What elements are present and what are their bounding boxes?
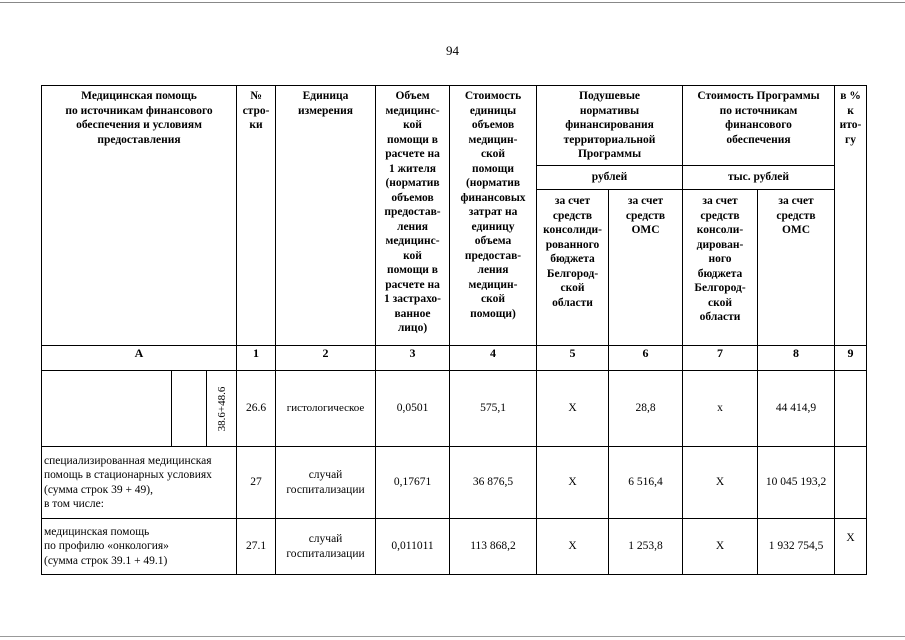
header-col-6: за счет средств ОМС — [609, 190, 683, 346]
header-col-a: Медицинская помощь по источникам финансового обеспечения и условиям предоставления — [42, 86, 237, 346]
header-unit-rub: рублей — [537, 166, 683, 190]
col-number-7: 7 — [683, 346, 758, 371]
col-number-a: А — [42, 346, 237, 371]
rotated-label-cell — [207, 371, 237, 447]
scan-line-top — [0, 2, 905, 3]
header-group-program-cost: Стоимость Программы по источникам финансового обеспечения — [683, 86, 835, 166]
header-col-1: № стро- ки — [237, 86, 276, 346]
row-label: специализированная медицинская помощь в стационарных условиях (сумма строк 39 + 49), в том числе: — [42, 447, 237, 519]
header-col-9: в % к ито- гу — [835, 86, 867, 346]
col-number-2: 2 — [276, 346, 376, 371]
row-num: 27 — [237, 447, 276, 519]
table-row — [42, 519, 867, 575]
col-number-3: 3 — [376, 346, 450, 371]
col-number-8: 8 — [758, 346, 835, 371]
row-c7: Х — [683, 447, 758, 519]
header-col-5: за счет средств консолиди- рованного бюджета Белгород- ской области — [537, 190, 609, 346]
row-num: 27.1 — [237, 519, 276, 575]
scan-line-bottom — [0, 636, 905, 637]
header-group-per-capita: Подушевые нормативы финансирования территориальной Программы — [537, 86, 683, 166]
rotated-label: 38.6+48.6 — [215, 386, 228, 431]
row-unit: гистологическое — [276, 371, 376, 447]
row-c9 — [835, 447, 867, 519]
row-c7: х — [683, 371, 758, 447]
row-cost: 36 876,5 — [450, 447, 537, 519]
header-col-2: Единица измерения — [276, 86, 376, 346]
row-num: 26.6 — [237, 371, 276, 447]
row-c6: 28,8 — [609, 371, 683, 447]
col-number-4: 4 — [450, 346, 537, 371]
col-number-5: 5 — [537, 346, 609, 371]
row-c7: Х — [683, 519, 758, 575]
row-cost: 113 868,2 — [450, 519, 537, 575]
row-c8: 44 414,9 — [758, 371, 835, 447]
row-c5: Х — [537, 519, 609, 575]
header-col-8: за счет средств ОМС — [758, 190, 835, 346]
row-c8: 1 932 754,5 — [758, 519, 835, 575]
col-number-1: 1 — [237, 346, 276, 371]
row-unit: случай госпитализации — [276, 447, 376, 519]
row-label-empty — [42, 371, 172, 447]
row-c9 — [835, 371, 867, 447]
row-label-empty-sub — [172, 371, 207, 447]
header-col-7: за счет средств консоли- дирован- ного бюджета Белгород- ской области — [683, 190, 758, 346]
row-volume: 0,17671 — [376, 447, 450, 519]
row-c5: Х — [537, 371, 609, 447]
header-col-4: Стоимость единицы объемов медицин- ской помощи (норматив финансовых затрат на единицу объема предостав- ления медицин- ской помощи) — [450, 86, 537, 346]
row-volume: 0,0501 — [376, 371, 450, 447]
row-c6: 1 253,8 — [609, 519, 683, 575]
header-unit-thous-rub: тыс. рублей — [683, 166, 835, 190]
row-volume: 0,011011 — [376, 519, 450, 575]
row-c9: Х — [835, 519, 867, 575]
row-unit: случай госпитализации — [276, 519, 376, 575]
header-col-3: Объем медицинс- кой помощи в расчете на 1 жителя (норматив объемов предостав- ления медицинс- кой помощи в расчете на 1 застрахо- ванное лицо) — [376, 86, 450, 346]
row-c5: Х — [537, 447, 609, 519]
financing-table — [41, 85, 867, 575]
table-row — [42, 371, 867, 447]
row-cost: 575,1 — [450, 371, 537, 447]
page-number: 94 — [446, 43, 459, 58]
row-label: медицинская помощь по профилю «онкология» (сумма строк 39.1 + 49.1) — [42, 519, 237, 575]
row-c6: 6 516,4 — [609, 447, 683, 519]
row-c8: 10 045 193,2 — [758, 447, 835, 519]
col-number-9: 9 — [835, 346, 867, 371]
table-row — [42, 447, 867, 519]
col-number-6: 6 — [609, 346, 683, 371]
